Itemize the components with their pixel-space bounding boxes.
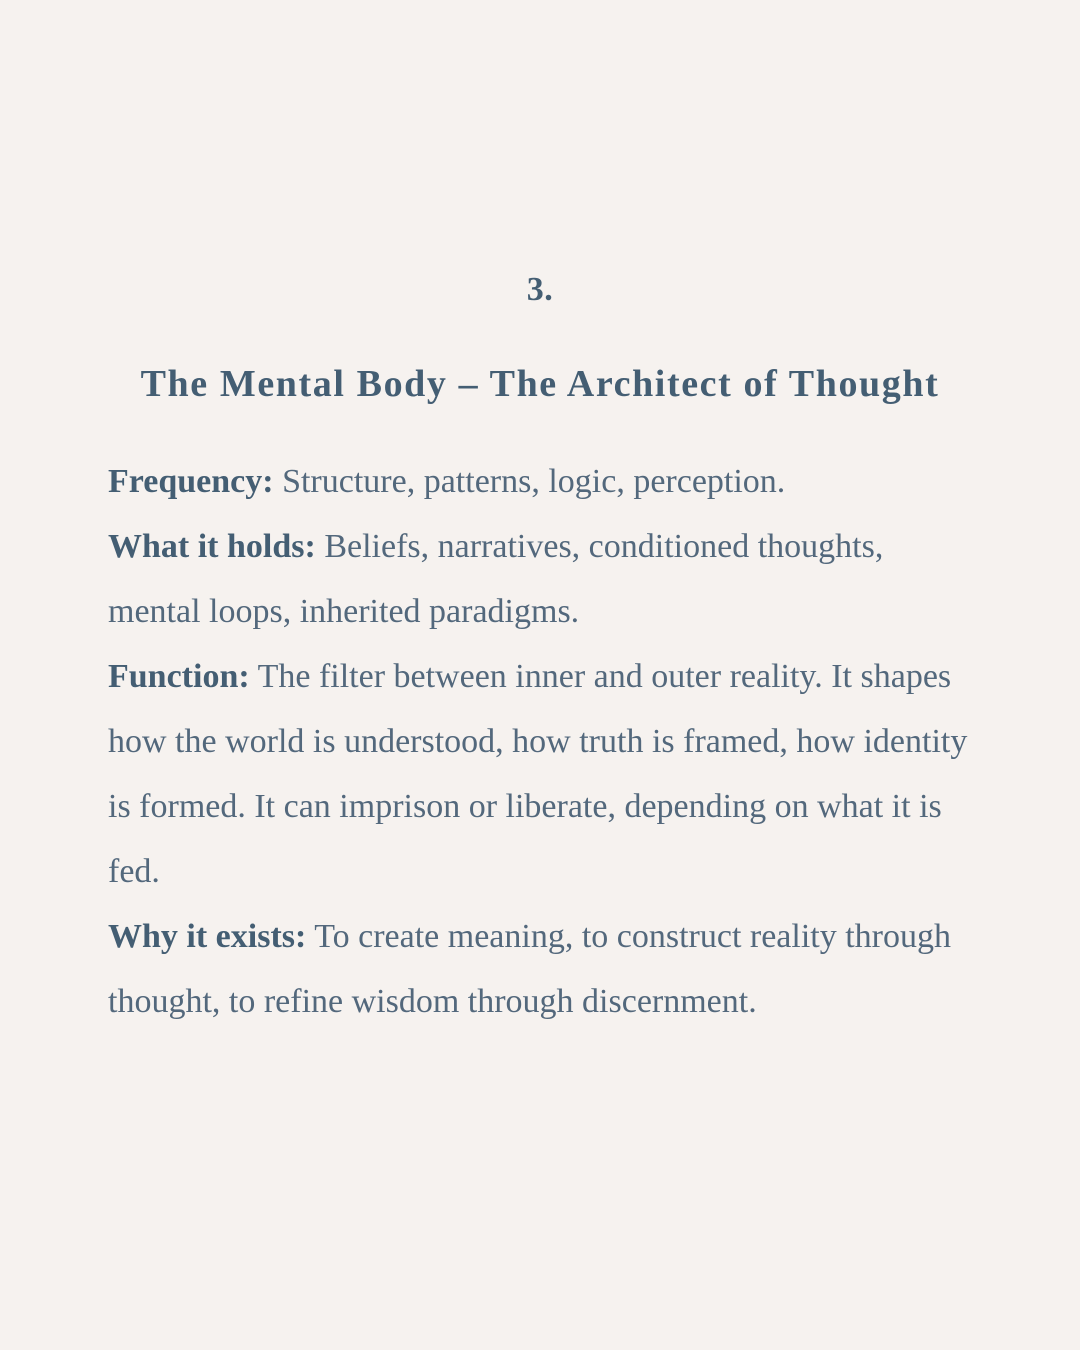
section-title: The Mental Body – The Architect of Thought	[140, 363, 940, 406]
frequency-label: Frequency:	[108, 463, 274, 500]
why-it-exists-label: Why it exists:	[108, 918, 307, 955]
frequency-text: Structure, patterns, logic, perception.	[282, 463, 786, 500]
what-it-holds-text: Beliefs, narratives, conditioned thoughts, mental loops, inherited paradigms.	[108, 528, 884, 630]
function-entry	[108, 644, 980, 904]
function-label: Function:	[108, 658, 250, 695]
why-it-exists-entry	[108, 904, 980, 1034]
why-it-exists-text: To create meaning, to construct reality through thought, to refine wisdom through discernment.	[108, 918, 952, 1020]
section-number: 3.	[526, 271, 554, 308]
function-text: The filter between inner and outer reality. It shapes how the world is understood, how truth is framed, how identity is formed. It can imprison or liberate, depending on what it is fed.	[108, 658, 968, 890]
what-it-holds-label: What it holds:	[108, 528, 316, 565]
description-list	[108, 449, 980, 1034]
frequency-entry	[108, 449, 980, 514]
what-it-holds-entry	[108, 514, 980, 644]
